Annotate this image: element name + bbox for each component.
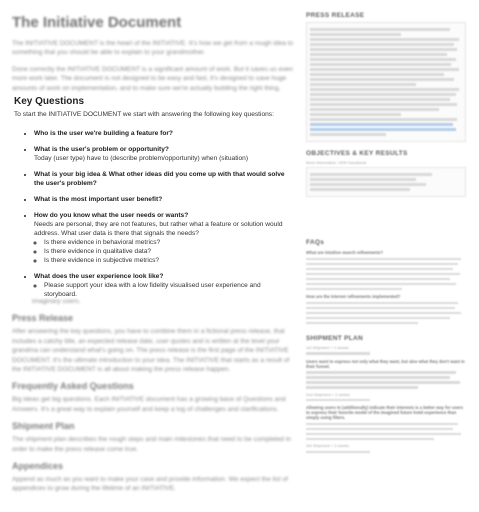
key-questions-heading: Key Questions	[14, 96, 85, 107]
faq-question: What are intuitive search refinements?	[306, 250, 384, 256]
evidence-item: ◦ Is there evidence in subjective metrics?	[44, 256, 294, 265]
trailing-fragment: imaginary users.	[32, 298, 81, 305]
press-release-box	[306, 22, 466, 142]
document-preview-panel	[306, 12, 466, 456]
section-heading: Press Release	[12, 313, 74, 324]
question-item: • What is the user's problem or opportunity? Today (user type) have to (describe problem/opportunity) when (situation)	[34, 145, 294, 163]
evidence-item: ◦ Is there evidence in qualitative data?	[44, 247, 294, 256]
objectives-box	[306, 167, 466, 197]
question-item: • How do you know what the user needs or wants? Needs are personal, they are not features, but rather what a feature or solution would address. What user data is there that signals the needs? ◦ Is there evidence in behavioral metrics? ◦ Is there evidence in qualitative data? ◦ Is there evidence in subjective metrics?	[34, 211, 294, 265]
section-text: Append as much as you want to make your case and provide information. We expect the list of appendices to grow during the lifetime of an INITIATIVE.	[12, 476, 288, 493]
press-release-heading: PRESS RELEASE	[306, 12, 365, 19]
section-text: The shipment plan describes the rough steps and main milestones that need to be completed in order to make the press release come true.	[12, 436, 291, 453]
section-heading: Frequently Asked Questions	[12, 381, 134, 392]
document-intro	[12, 14, 294, 100]
experience-item: ◦ Please support your idea with a low fidelity visualised user experience and storyboard.	[44, 281, 294, 299]
shipment-heading: SHIPMENT PLAN	[306, 334, 363, 342]
intro-paragraph: Done correctly the INITIATIVE DOCUMENT is a significant amount of work. But it saves us even more work later. The document is not designed to be easy and fast, it's designed to save huge amounts of work on implementation, and to make sure we're actually building the right thing.	[12, 65, 293, 92]
shipment-item: Allowing users to (additionally) indicate their interests is a better way for users to express their favorite model of the imagined future hotel experience than simply using filters.	[306, 405, 464, 421]
question-item: • What does the user experience look like? ◦ Please support your idea with a low fidelity visualised user experience and storyboard.	[34, 272, 294, 299]
section-text: After answering the key questions, you have to combine them in a fictional press release, that includes a catchy title, an expected release date, user quotes and is written at the level your grandma can understand what's going on. The press release is the first page of the INITIATIVE DOCUMENT. It's the ultimate introduction to your idea. The INITIATIVE that starts as a result of the INITIATIVE DOCUMENT is all about making the press release happen.	[12, 328, 290, 374]
question-list	[12, 129, 294, 299]
question-item: • What is your big idea & What other ideas did you come up with that would solve the user's problem?	[34, 170, 294, 188]
question-item: • Who is the user we're building a feature for?	[34, 129, 294, 138]
section-heading: Shipment Plan	[12, 421, 75, 432]
section-text: Big ideas get big questions. Each INITIATIVE document has a growing base of Questions and Answers. It's a great way to explain yourself and keep a log of challenges and clarifications.	[12, 396, 286, 413]
objectives-heading: OBJECTIVES & KEY RESULTS	[306, 150, 408, 158]
intro-paragraph: The INITIATIVE DOCUMENT is the heart of the INITIATIVE. It's how we get from a rough idea to something that you should be able to explain to your grandmother.	[12, 40, 294, 57]
evidence-item: ◦ Is there evidence in behavioral metrics?	[44, 238, 294, 247]
faqs-heading: FAQs	[306, 239, 325, 247]
document-title: The Initiative Document	[12, 14, 182, 31]
shipment-item: Users want to express not only what they want, but also what they don't want in their funnel.	[306, 358, 465, 369]
shipment-item: 3rd Shipment + 2 weeks	[306, 443, 350, 449]
question-item: • What is the most important user benefit?	[34, 195, 294, 204]
key-questions-section	[12, 96, 294, 306]
faq-question: How are the interest refinements implemented?	[306, 294, 401, 300]
question-detail: Needs are personal, they are not features, but rather what a feature or solution would address. What user data is there that signals the needs?	[34, 221, 283, 237]
shipment-item: 2nd Shipment + 2 weeks	[306, 391, 350, 397]
objectives-sub: More information: OKR Handbook	[306, 160, 367, 166]
key-questions-intro: To start the INITIATIVE DOCUMENT we start with answering the following key questions:	[14, 111, 274, 118]
section-heading: Appendices	[12, 461, 64, 472]
document-sections	[12, 297, 294, 501]
evidence-list	[34, 238, 294, 265]
question-detail: Today (user type) have to (describe problem/opportunity) when (situation)	[34, 155, 249, 162]
shipment-item: 1st Shipment + 2 weeks	[306, 344, 349, 350]
